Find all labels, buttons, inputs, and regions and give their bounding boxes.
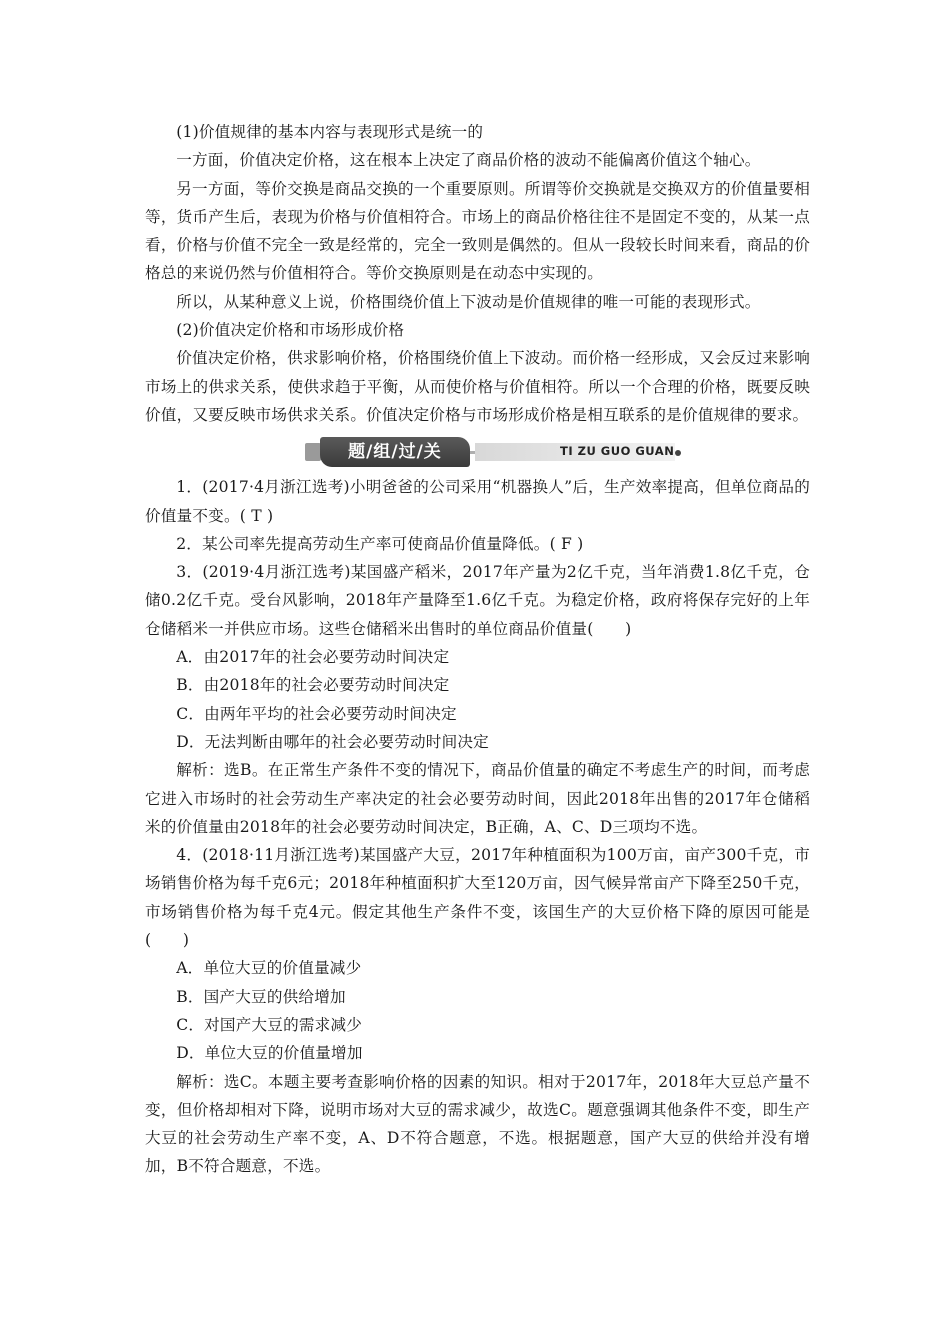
paragraph-equal-exchange: 另一方面，等价交换是商品交换的一个重要原则。所谓等价交换就是交换双方的价值量要相等，货币产生后，表现为价格与价值相符合。市场上的商品价格往往不是固定不变的，从某一点看，价格与价值不完全一致是经常的，完全一致则是偶然的。但从一段较长时间来看，商品的价格总的来说仍然与价值相符合。等价交换原则是在动态中实现的。: [145, 179, 810, 283]
banner-edge: [305, 443, 321, 461]
section-banner: [145, 437, 810, 467]
question-1: 1．(2017·4月浙江选考)小明爸爸的公司采用“机器换人”后，生产效率提高，但单位商品的价值量不变。( T ): [145, 478, 810, 525]
question-3-option-c: C．由两年平均的社会必要劳动时间决定: [176, 704, 457, 723]
question-3-option-a: A．由2017年的社会必要劳动时间决定: [176, 648, 450, 667]
paragraph-price-fluctuation: 所以，从某种意义上说，价格围绕价值上下波动是价值规律的唯一可能的表现形式。: [176, 292, 761, 311]
question-3-option-b: B．由2018年的社会必要劳动时间决定: [176, 676, 450, 695]
banner-dot-icon: [675, 450, 681, 456]
heading-market-price: (2)价值决定价格和市场形成价格: [176, 321, 405, 340]
question-4-option-a: A．单位大豆的价值量减少: [176, 959, 362, 978]
question-3-option-d: D．无法判断由哪年的社会必要劳动时间决定: [176, 732, 489, 751]
question-3-analysis: 解析：选B。在正常生产条件不变的情况下，商品价值量的确定不考虑生产的时间，而考虑它进入市场时的社会劳动生产率决定的社会必要劳动时间，因此2018年出售的2017年仓储稻米的价值量由2018年的社会必要劳动时间决定，B正确，A、C、D三项均不选。: [145, 761, 810, 836]
banner-title: 题/组/过/关: [320, 437, 470, 467]
question-4-analysis: 解析：选C。本题主要考查影响价格的因素的知识。相对于2017年，2018年大豆总产量不变，但价格却相对下降，说明市场对大豆的需求减少，故选C。题意强调其他条件不变，即生产大豆的社会劳动生产率不变，A、D不符合题意，不选。根据题意，国产大豆的供给并没有增加，B不符合题意，不选。: [145, 1072, 810, 1176]
question-2: 2．某公司率先提高劳动生产率可使商品价值量降低。( F ): [176, 534, 584, 553]
question-4: 4．(2018·11月浙江选考)某国盛产大豆，2017年种植面积为100万亩，亩产300千克，市场销售价格为每千克6元；2018年种植面积扩大至120万亩，因气候异常亩产下降至250千克，市场销售价格为每千克4元。假定其他生产条件不变，该国生产的大豆价格下降的原因可能是( ): [145, 846, 810, 950]
banner-subtitle: TI ZU GUO GUAN: [560, 444, 675, 459]
paragraph-supply-demand: 价值决定价格，供求影响价格，价格围绕价值上下波动。而价格一经形成，又会反过来影响市场上的供求关系，使供求趋于平衡，从而使价格与价值相符。所以一个合理的价格，既要反映价值，又要反映市场供求关系。价值决定价格与市场形成价格是相互联系的是价值规律的要求。: [145, 349, 810, 424]
question-4-option-c: C．对国产大豆的需求减少: [176, 1015, 363, 1034]
question-4-option-d: D．单位大豆的价值量增加: [176, 1044, 363, 1063]
heading-value-law-unity: (1)价值规律的基本内容与表现形式是统一的: [176, 123, 484, 141]
paragraph-value-determines-price: 一方面，价值决定价格，这在根本上决定了商品价格的波动不能偏离价值这个轴心。: [176, 151, 761, 170]
question-4-option-b: B．国产大豆的供给增加: [176, 987, 346, 1006]
document-content: [145, 118, 810, 1181]
question-3: 3．(2019·4月浙江选考)某国盛产稻米，2017年产量为2亿千克，当年消费1.8亿千克，仓储0.2亿千克。受台风影响，2018年产量降至1.6亿千克。为稳定价格，政府将保存完好的上年仓储稻米一并供应市场。这些仓储稻米出售时的单位商品价值量( ): [145, 563, 810, 638]
